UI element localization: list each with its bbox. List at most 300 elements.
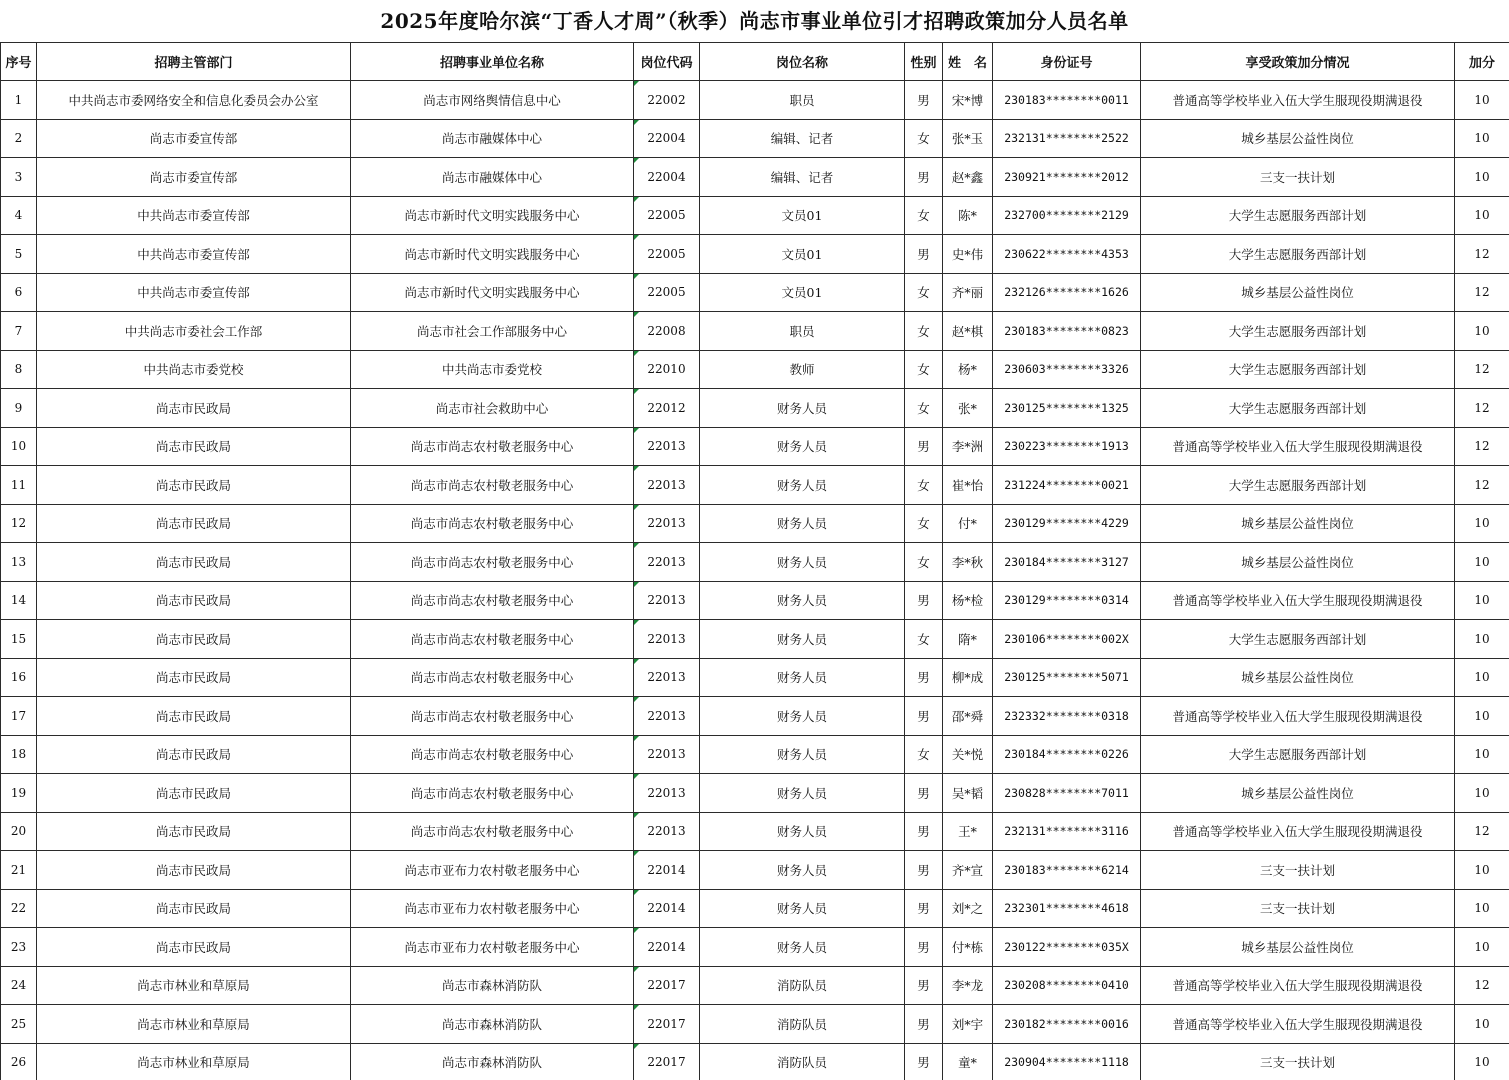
table-row: [1, 427, 1509, 466]
table-row: [1, 620, 1509, 659]
cell-id-number: 230125********1325: [993, 389, 1141, 428]
cell-post-name: 财务人员: [700, 543, 905, 582]
cell-post-code: 22017: [634, 1043, 700, 1080]
table-row: [1, 966, 1509, 1005]
header-cell-post-name: 岗位名称: [700, 43, 905, 81]
cell-department: 中共尚志市委宣传部: [37, 273, 351, 312]
cell-department: 尚志市民政局: [37, 851, 351, 890]
cell-gender: 男: [905, 697, 943, 736]
cell-index: 24: [1, 966, 37, 1005]
cell-unit: 尚志市尚志农村敬老服务中心: [351, 658, 634, 697]
cell-post-name: 财务人员: [700, 581, 905, 620]
cell-gender: 男: [905, 158, 943, 197]
table-row: [1, 235, 1509, 274]
cell-name: 王*: [943, 812, 993, 851]
cell-policy: 三支一扶计划: [1141, 851, 1455, 890]
cell-unit: 尚志市新时代文明实践服务中心: [351, 273, 634, 312]
cell-policy: 普通高等学校毕业入伍大学生服现役期满退役: [1141, 1005, 1455, 1044]
table-row: [1, 350, 1509, 389]
cell-post-code: 22017: [634, 1005, 700, 1044]
cell-id-number: 230904********1118: [993, 1043, 1141, 1080]
cell-gender: 女: [905, 119, 943, 158]
table-row: [1, 1005, 1509, 1044]
cell-department: 中共尚志市委党校: [37, 350, 351, 389]
header-cell-index: 序号: [1, 43, 37, 81]
cell-gender: 女: [905, 273, 943, 312]
cell-name: 刘*之: [943, 889, 993, 928]
cell-gender: 女: [905, 196, 943, 235]
cell-unit: 尚志市亚布力农村敬老服务中心: [351, 889, 634, 928]
cell-id-number: 230106********002X: [993, 620, 1141, 659]
cell-unit: 尚志市尚志农村敬老服务中心: [351, 697, 634, 736]
table-row: [1, 273, 1509, 312]
cell-id-number: 230183********0011: [993, 81, 1141, 120]
cell-policy: 普通高等学校毕业入伍大学生服现役期满退役: [1141, 812, 1455, 851]
cell-post-name: 财务人员: [700, 889, 905, 928]
cell-policy: 大学生志愿服务西部计划: [1141, 620, 1455, 659]
cell-index: 7: [1, 312, 37, 351]
cell-gender: 女: [905, 350, 943, 389]
cell-post-code: 22013: [634, 697, 700, 736]
cell-post-code: 22013: [634, 812, 700, 851]
cell-unit: 尚志市森林消防队: [351, 1043, 634, 1080]
cell-department: 尚志市委宣传部: [37, 158, 351, 197]
cell-post-name: 财务人员: [700, 697, 905, 736]
cell-bonus: 10: [1455, 1043, 1509, 1080]
cell-unit: 中共尚志市委党校: [351, 350, 634, 389]
cell-post-code: 22013: [634, 658, 700, 697]
cell-bonus: 10: [1455, 504, 1509, 543]
table-row: [1, 581, 1509, 620]
cell-policy: 城乡基层公益性岗位: [1141, 119, 1455, 158]
cell-bonus: 10: [1455, 774, 1509, 813]
cell-name: 杨*检: [943, 581, 993, 620]
table-row: [1, 119, 1509, 158]
cell-index: 4: [1, 196, 37, 235]
cell-department: 尚志市林业和草原局: [37, 1005, 351, 1044]
cell-department: 尚志市民政局: [37, 427, 351, 466]
table-row: [1, 504, 1509, 543]
cell-unit: 尚志市尚志农村敬老服务中心: [351, 620, 634, 659]
cell-unit: 尚志市尚志农村敬老服务中心: [351, 735, 634, 774]
cell-unit: 尚志市亚布力农村敬老服务中心: [351, 851, 634, 890]
cell-post-code: 22013: [634, 774, 700, 813]
cell-gender: 女: [905, 735, 943, 774]
cell-policy: 大学生志愿服务西部计划: [1141, 350, 1455, 389]
cell-gender: 男: [905, 928, 943, 967]
cell-bonus: 10: [1455, 928, 1509, 967]
cell-policy: 三支一扶计划: [1141, 1043, 1455, 1080]
cell-department: 尚志市民政局: [37, 389, 351, 428]
table-row: [1, 851, 1509, 890]
cell-unit: 尚志市尚志农村敬老服务中心: [351, 504, 634, 543]
cell-post-code: 22005: [634, 196, 700, 235]
cell-unit: 尚志市融媒体中心: [351, 158, 634, 197]
cell-id-number: 230828********7011: [993, 774, 1141, 813]
cell-bonus: 10: [1455, 581, 1509, 620]
cell-department: 中共尚志市委网络安全和信息化委员会办公室: [37, 81, 351, 120]
cell-department: 尚志市民政局: [37, 581, 351, 620]
cell-post-name: 消防队员: [700, 1043, 905, 1080]
cell-id-number: 230183********0823: [993, 312, 1141, 351]
cell-bonus: 12: [1455, 966, 1509, 1005]
cell-post-name: 编辑、记者: [700, 119, 905, 158]
cell-name: 杨*: [943, 350, 993, 389]
cell-post-name: 财务人员: [700, 735, 905, 774]
cell-post-code: 22004: [634, 119, 700, 158]
cell-post-code: 22013: [634, 581, 700, 620]
cell-bonus: 10: [1455, 735, 1509, 774]
cell-index: 6: [1, 273, 37, 312]
cell-bonus: 12: [1455, 389, 1509, 428]
cell-policy: 城乡基层公益性岗位: [1141, 928, 1455, 967]
cell-post-code: 22017: [634, 966, 700, 1005]
cell-index: 12: [1, 504, 37, 543]
cell-id-number: 232131********2522: [993, 119, 1141, 158]
cell-post-name: 职员: [700, 81, 905, 120]
cell-bonus: 10: [1455, 658, 1509, 697]
cell-bonus: 10: [1455, 119, 1509, 158]
cell-name: 柳*成: [943, 658, 993, 697]
cell-gender: 女: [905, 620, 943, 659]
cell-unit: 尚志市尚志农村敬老服务中心: [351, 812, 634, 851]
cell-department: 尚志市民政局: [37, 928, 351, 967]
cell-post-code: 22014: [634, 889, 700, 928]
cell-policy: 城乡基层公益性岗位: [1141, 658, 1455, 697]
cell-bonus: 10: [1455, 697, 1509, 736]
cell-id-number: 232131********3116: [993, 812, 1141, 851]
cell-gender: 男: [905, 851, 943, 890]
cell-post-name: 文员01: [700, 273, 905, 312]
cell-bonus: 10: [1455, 851, 1509, 890]
cell-department: 尚志市林业和草原局: [37, 966, 351, 1005]
cell-post-name: 消防队员: [700, 1005, 905, 1044]
cell-gender: 女: [905, 389, 943, 428]
cell-index: 16: [1, 658, 37, 697]
cell-name: 赵*鑫: [943, 158, 993, 197]
cell-id-number: 230122********035X: [993, 928, 1141, 967]
cell-unit: 尚志市社会救助中心: [351, 389, 634, 428]
cell-id-number: 230184********3127: [993, 543, 1141, 582]
cell-name: 李*龙: [943, 966, 993, 1005]
cell-name: 刘*宇: [943, 1005, 993, 1044]
cell-department: 尚志市民政局: [37, 889, 351, 928]
cell-post-code: 22012: [634, 389, 700, 428]
cell-post-code: 22013: [634, 504, 700, 543]
cell-department: 尚志市民政局: [37, 466, 351, 505]
table-row: [1, 697, 1509, 736]
cell-policy: 城乡基层公益性岗位: [1141, 504, 1455, 543]
cell-policy: 大学生志愿服务西部计划: [1141, 735, 1455, 774]
cell-policy: 城乡基层公益性岗位: [1141, 774, 1455, 813]
cell-name: 齐*宣: [943, 851, 993, 890]
cell-index: 13: [1, 543, 37, 582]
table-row: [1, 158, 1509, 197]
cell-unit: 尚志市亚布力农村敬老服务中心: [351, 928, 634, 967]
cell-name: 关*悦: [943, 735, 993, 774]
cell-post-code: 22005: [634, 235, 700, 274]
cell-gender: 男: [905, 774, 943, 813]
cell-post-name: 财务人员: [700, 466, 905, 505]
cell-name: 张*: [943, 389, 993, 428]
cell-post-code: 22013: [634, 543, 700, 582]
cell-policy: 三支一扶计划: [1141, 889, 1455, 928]
table-row: [1, 81, 1509, 120]
cell-bonus: 12: [1455, 427, 1509, 466]
cell-post-name: 文员01: [700, 196, 905, 235]
cell-post-name: 职员: [700, 312, 905, 351]
cell-policy: 城乡基层公益性岗位: [1141, 543, 1455, 582]
header-cell-name: 姓 名: [943, 43, 993, 81]
cell-index: 23: [1, 928, 37, 967]
cell-id-number: 230223********1913: [993, 427, 1141, 466]
cell-bonus: 10: [1455, 196, 1509, 235]
cell-unit: 尚志市尚志农村敬老服务中心: [351, 543, 634, 582]
cell-name: 邵*舜: [943, 697, 993, 736]
cell-unit: 尚志市尚志农村敬老服务中心: [351, 774, 634, 813]
cell-gender: 男: [905, 966, 943, 1005]
table-row: [1, 466, 1509, 505]
cell-bonus: 12: [1455, 235, 1509, 274]
cell-policy: 普通高等学校毕业入伍大学生服现役期满退役: [1141, 427, 1455, 466]
cell-gender: 男: [905, 658, 943, 697]
cell-unit: 尚志市尚志农村敬老服务中心: [351, 581, 634, 620]
cell-name: 宋*博: [943, 81, 993, 120]
cell-gender: 男: [905, 1005, 943, 1044]
cell-post-code: 22014: [634, 851, 700, 890]
cell-policy: 大学生志愿服务西部计划: [1141, 312, 1455, 351]
cell-name: 李*洲: [943, 427, 993, 466]
cell-policy: 大学生志愿服务西部计划: [1141, 235, 1455, 274]
cell-id-number: 230622********4353: [993, 235, 1141, 274]
cell-index: 19: [1, 774, 37, 813]
cell-bonus: 10: [1455, 81, 1509, 120]
cell-unit: 尚志市网络舆情信息中心: [351, 81, 634, 120]
cell-unit: 尚志市森林消防队: [351, 1005, 634, 1044]
cell-id-number: 230208********0410: [993, 966, 1141, 1005]
cell-index: 1: [1, 81, 37, 120]
cell-unit: 尚志市社会工作部服务中心: [351, 312, 634, 351]
table-row: [1, 735, 1509, 774]
cell-department: 尚志市林业和草原局: [37, 1043, 351, 1080]
cell-index: 11: [1, 466, 37, 505]
cell-post-name: 财务人员: [700, 620, 905, 659]
cell-index: 3: [1, 158, 37, 197]
cell-post-name: 财务人员: [700, 928, 905, 967]
cell-bonus: 10: [1455, 312, 1509, 351]
table-row: [1, 928, 1509, 967]
cell-post-code: 22005: [634, 273, 700, 312]
cell-name: 崔*怡: [943, 466, 993, 505]
cell-policy: 三支一扶计划: [1141, 158, 1455, 197]
cell-name: 童*: [943, 1043, 993, 1080]
table-row: [1, 889, 1509, 928]
cell-department: 中共尚志市委社会工作部: [37, 312, 351, 351]
cell-unit: 尚志市新时代文明实践服务中心: [351, 196, 634, 235]
cell-post-name: 文员01: [700, 235, 905, 274]
cell-index: 26: [1, 1043, 37, 1080]
cell-post-name: 教师: [700, 350, 905, 389]
cell-id-number: 230603********3326: [993, 350, 1141, 389]
cell-post-name: 编辑、记者: [700, 158, 905, 197]
cell-policy: 大学生志愿服务西部计划: [1141, 196, 1455, 235]
cell-id-number: 230125********5071: [993, 658, 1141, 697]
table-row: [1, 774, 1509, 813]
cell-policy: 普通高等学校毕业入伍大学生服现役期满退役: [1141, 697, 1455, 736]
cell-department: 尚志市民政局: [37, 812, 351, 851]
table-row: [1, 389, 1509, 428]
cell-name: 齐*丽: [943, 273, 993, 312]
header-cell-policy: 享受政策加分情况: [1141, 43, 1455, 81]
table-body: [1, 81, 1509, 1080]
cell-bonus: 10: [1455, 620, 1509, 659]
cell-department: 尚志市民政局: [37, 620, 351, 659]
header-cell-bonus: 加分: [1455, 43, 1509, 81]
cell-department: 尚志市民政局: [37, 774, 351, 813]
cell-post-code: 22002: [634, 81, 700, 120]
table-row: [1, 658, 1509, 697]
cell-policy: 普通高等学校毕业入伍大学生服现役期满退役: [1141, 581, 1455, 620]
cell-name: 付*栋: [943, 928, 993, 967]
cell-department: 中共尚志市委宣传部: [37, 235, 351, 274]
header-cell-post-code: 岗位代码: [634, 43, 700, 81]
cell-name: 付*: [943, 504, 993, 543]
table-row: [1, 196, 1509, 235]
table-row: [1, 812, 1509, 851]
cell-bonus: 12: [1455, 273, 1509, 312]
cell-department: 尚志市民政局: [37, 504, 351, 543]
header-cell-department: 招聘主管部门: [37, 43, 351, 81]
cell-index: 14: [1, 581, 37, 620]
cell-bonus: 10: [1455, 543, 1509, 582]
cell-name: 吴*韬: [943, 774, 993, 813]
cell-unit: 尚志市尚志农村敬老服务中心: [351, 427, 634, 466]
cell-name: 史*伟: [943, 235, 993, 274]
cell-policy: 普通高等学校毕业入伍大学生服现役期满退役: [1141, 81, 1455, 120]
cell-gender: 男: [905, 81, 943, 120]
cell-department: 尚志市民政局: [37, 735, 351, 774]
cell-index: 2: [1, 119, 37, 158]
cell-post-code: 22013: [634, 466, 700, 505]
cell-post-code: 22013: [634, 427, 700, 466]
cell-gender: 男: [905, 581, 943, 620]
cell-id-number: 230184********0226: [993, 735, 1141, 774]
header-row: [1, 43, 1509, 81]
cell-bonus: 12: [1455, 350, 1509, 389]
cell-department: 尚志市民政局: [37, 697, 351, 736]
cell-id-number: 232301********4618: [993, 889, 1141, 928]
cell-id-number: 232126********1626: [993, 273, 1141, 312]
cell-bonus: 10: [1455, 889, 1509, 928]
cell-policy: 普通高等学校毕业入伍大学生服现役期满退役: [1141, 966, 1455, 1005]
header-cell-unit: 招聘事业单位名称: [351, 43, 634, 81]
cell-unit: 尚志市尚志农村敬老服务中心: [351, 466, 634, 505]
cell-post-code: 22008: [634, 312, 700, 351]
cell-bonus: 10: [1455, 158, 1509, 197]
cell-id-number: 230921********2012: [993, 158, 1141, 197]
cell-bonus: 12: [1455, 466, 1509, 505]
table-row: [1, 1043, 1509, 1080]
cell-name: 陈*: [943, 196, 993, 235]
cell-policy: 城乡基层公益性岗位: [1141, 273, 1455, 312]
cell-post-code: 22004: [634, 158, 700, 197]
cell-post-code: 22013: [634, 735, 700, 774]
cell-policy: 大学生志愿服务西部计划: [1141, 389, 1455, 428]
cell-unit: 尚志市森林消防队: [351, 966, 634, 1005]
cell-index: 20: [1, 812, 37, 851]
cell-gender: 女: [905, 543, 943, 582]
cell-index: 22: [1, 889, 37, 928]
cell-post-code: 22013: [634, 620, 700, 659]
cell-post-name: 财务人员: [700, 504, 905, 543]
cell-unit: 尚志市新时代文明实践服务中心: [351, 235, 634, 274]
cell-post-name: 财务人员: [700, 389, 905, 428]
roster-table: [0, 42, 1509, 1080]
cell-id-number: 231224********0021: [993, 466, 1141, 505]
cell-name: 隋*: [943, 620, 993, 659]
cell-policy: 大学生志愿服务西部计划: [1141, 466, 1455, 505]
cell-gender: 女: [905, 504, 943, 543]
cell-name: 李*秋: [943, 543, 993, 582]
cell-post-name: 财务人员: [700, 851, 905, 890]
cell-index: 21: [1, 851, 37, 890]
header-cell-gender: 性别: [905, 43, 943, 81]
cell-post-name: 财务人员: [700, 658, 905, 697]
cell-index: 17: [1, 697, 37, 736]
cell-post-code: 22014: [634, 928, 700, 967]
cell-gender: 女: [905, 466, 943, 505]
cell-gender: 女: [905, 312, 943, 351]
cell-gender: 男: [905, 1043, 943, 1080]
cell-index: 15: [1, 620, 37, 659]
cell-department: 中共尚志市委宣传部: [37, 196, 351, 235]
cell-post-name: 消防队员: [700, 966, 905, 1005]
cell-department: 尚志市民政局: [37, 543, 351, 582]
cell-index: 25: [1, 1005, 37, 1044]
cell-post-name: 财务人员: [700, 812, 905, 851]
cell-index: 10: [1, 427, 37, 466]
cell-id-number: 232700********2129: [993, 196, 1141, 235]
cell-gender: 男: [905, 889, 943, 928]
cell-department: 尚志市委宣传部: [37, 119, 351, 158]
cell-id-number: 230129********0314: [993, 581, 1141, 620]
cell-id-number: 230182********0016: [993, 1005, 1141, 1044]
cell-gender: 男: [905, 427, 943, 466]
cell-gender: 男: [905, 235, 943, 274]
cell-index: 18: [1, 735, 37, 774]
cell-gender: 男: [905, 812, 943, 851]
cell-unit: 尚志市融媒体中心: [351, 119, 634, 158]
cell-post-name: 财务人员: [700, 774, 905, 813]
cell-bonus: 10: [1455, 1005, 1509, 1044]
cell-name: 赵*棋: [943, 312, 993, 351]
cell-index: 5: [1, 235, 37, 274]
table-row: [1, 312, 1509, 351]
cell-id-number: 230129********4229: [993, 504, 1141, 543]
cell-post-code: 22010: [634, 350, 700, 389]
document-title: 2025年度哈尔滨“丁香人才周”（秋季）尚志市事业单位引才招聘政策加分人员名单: [380, 9, 1129, 33]
cell-name: 张*玉: [943, 119, 993, 158]
cell-bonus: 12: [1455, 812, 1509, 851]
header-cell-id-number: 身份证号: [993, 43, 1141, 81]
cell-index: 8: [1, 350, 37, 389]
cell-index: 9: [1, 389, 37, 428]
cell-id-number: 232332********0318: [993, 697, 1141, 736]
cell-id-number: 230183********6214: [993, 851, 1141, 890]
cell-department: 尚志市民政局: [37, 658, 351, 697]
table-row: [1, 543, 1509, 582]
cell-post-name: 财务人员: [700, 427, 905, 466]
